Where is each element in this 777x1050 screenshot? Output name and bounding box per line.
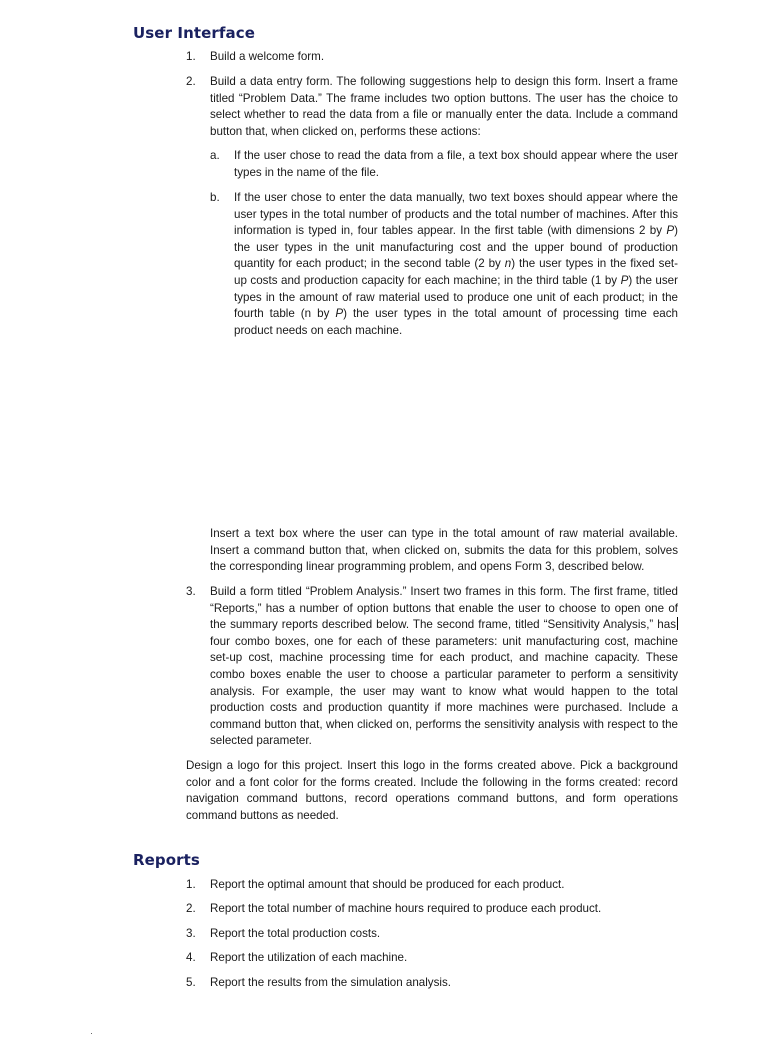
section-heading-user-interface: User Interface [133,24,256,42]
report-item-1 [186,877,678,894]
text-run: ) the user types in the total amount of processing time each product needs on each machine. [234,307,678,337]
variable: P [666,224,675,238]
list-item-text: Report the results from the simulation analysis. [210,976,451,989]
sub-item-a [210,148,678,181]
text-run: Build a form titled “Problem Analysis.” Insert two frames in this form. The first frame, titled “Reports,” has a number of option buttons that enable the user to choose to open one of the summary reports described below. The second frame, titled “Sensitivity Analysis,” has [210,585,678,632]
list-number: 2. [186,902,196,915]
item-2-continuation [210,526,678,576]
variable: P [335,307,344,321]
variable: P [620,273,629,287]
report-item-2 [186,901,678,918]
sub-item-letter: b. [210,191,220,204]
text-run: ) the user types in the amount of raw material used to produce one unit of each product; in the fourth table (n by [234,273,678,321]
text-run: ) the user types in the fixed set-up costs and production capacity for each machine; in the third table (1 by [234,257,678,287]
list-item-text: Report the utilization of each machine. [210,951,408,964]
list-number: 1. [186,50,196,63]
paragraph-text: Insert a text box where the user can type in the total amount of raw material available. Insert a command button that, when clicked on, submits the data for this problem, solves the corresponding linear programming problem, and opens Form 3, described below. [210,527,678,574]
report-item-5 [186,975,678,992]
list-item-2 [186,74,678,140]
list-item-text: Report the total number of machine hours required to produce each product. [210,902,602,915]
list-item-text: Build a data entry form. The following suggestions help to design this form. Insert a frame titled “Problem Data.” The frame includes two option buttons. The user has the choice to select whether to read the data from a file or manually enter the data. Include a command button that, when clicked on, performs these actions: [210,75,678,138]
text-run: If the user chose to enter the data manually, two text boxes should appear where the user types in the total number of products and the total number of machines. After this information is typed in, four tables appear. In the first table (with dimensions 2 by [234,191,678,238]
sub-item-letter: a. [210,149,220,162]
report-item-3 [186,926,678,943]
list-number: 3. [186,585,196,598]
paragraph-text: Design a logo for this project. Insert this logo in the forms created above. Pick a background color and a font color for the forms created. Include the following in the forms created: record navigation command buttons, record operations command buttons, and form operations command buttons as needed. [186,759,678,822]
sub-item-text: If the user chose to read the data from a file, a text box should appear where the user types in the name of the file. [234,149,678,179]
section-heading-reports: Reports [133,851,200,869]
sub-item-text [234,190,678,339]
list-number: 1. [186,878,196,891]
page-mark [91,1033,92,1034]
list-number: 4. [186,951,196,964]
list-item-text: Build a welcome form. [210,50,325,63]
report-item-4 [186,950,678,967]
list-item-text [210,584,678,750]
list-item-1 [186,49,678,66]
text-run: four combo boxes, one for each of these parameters: unit manufacturing cost, machine set-up cost, machine processing time for each product, and machine capacity. These combo boxes enable the user to choose a particular parameter to perform a sensitivity analysis. For example, the user may want to know what would happen to the total production costs and production quantity if more machines were purchased. Include a command button that, when clicked on, performs the sensitivity analysis with respect to the selected parameter. [210,634,678,748]
list-number: 3. [186,927,196,940]
list-number: 5. [186,976,196,989]
list-item-3 [186,584,678,750]
list-item-text: Report the total production costs. [210,927,381,940]
list-item-text: Report the optimal amount that should be produced for each product. [210,878,565,891]
variable: n [504,257,512,271]
list-number: 2. [186,75,196,88]
sub-item-b [210,190,678,339]
text-run: ) the user types in the unit manufacturing cost and the upper bound of production quantity for each product; in the second table (2 by [234,224,678,271]
logo-paragraph [186,758,678,824]
text-cursor [677,617,678,630]
